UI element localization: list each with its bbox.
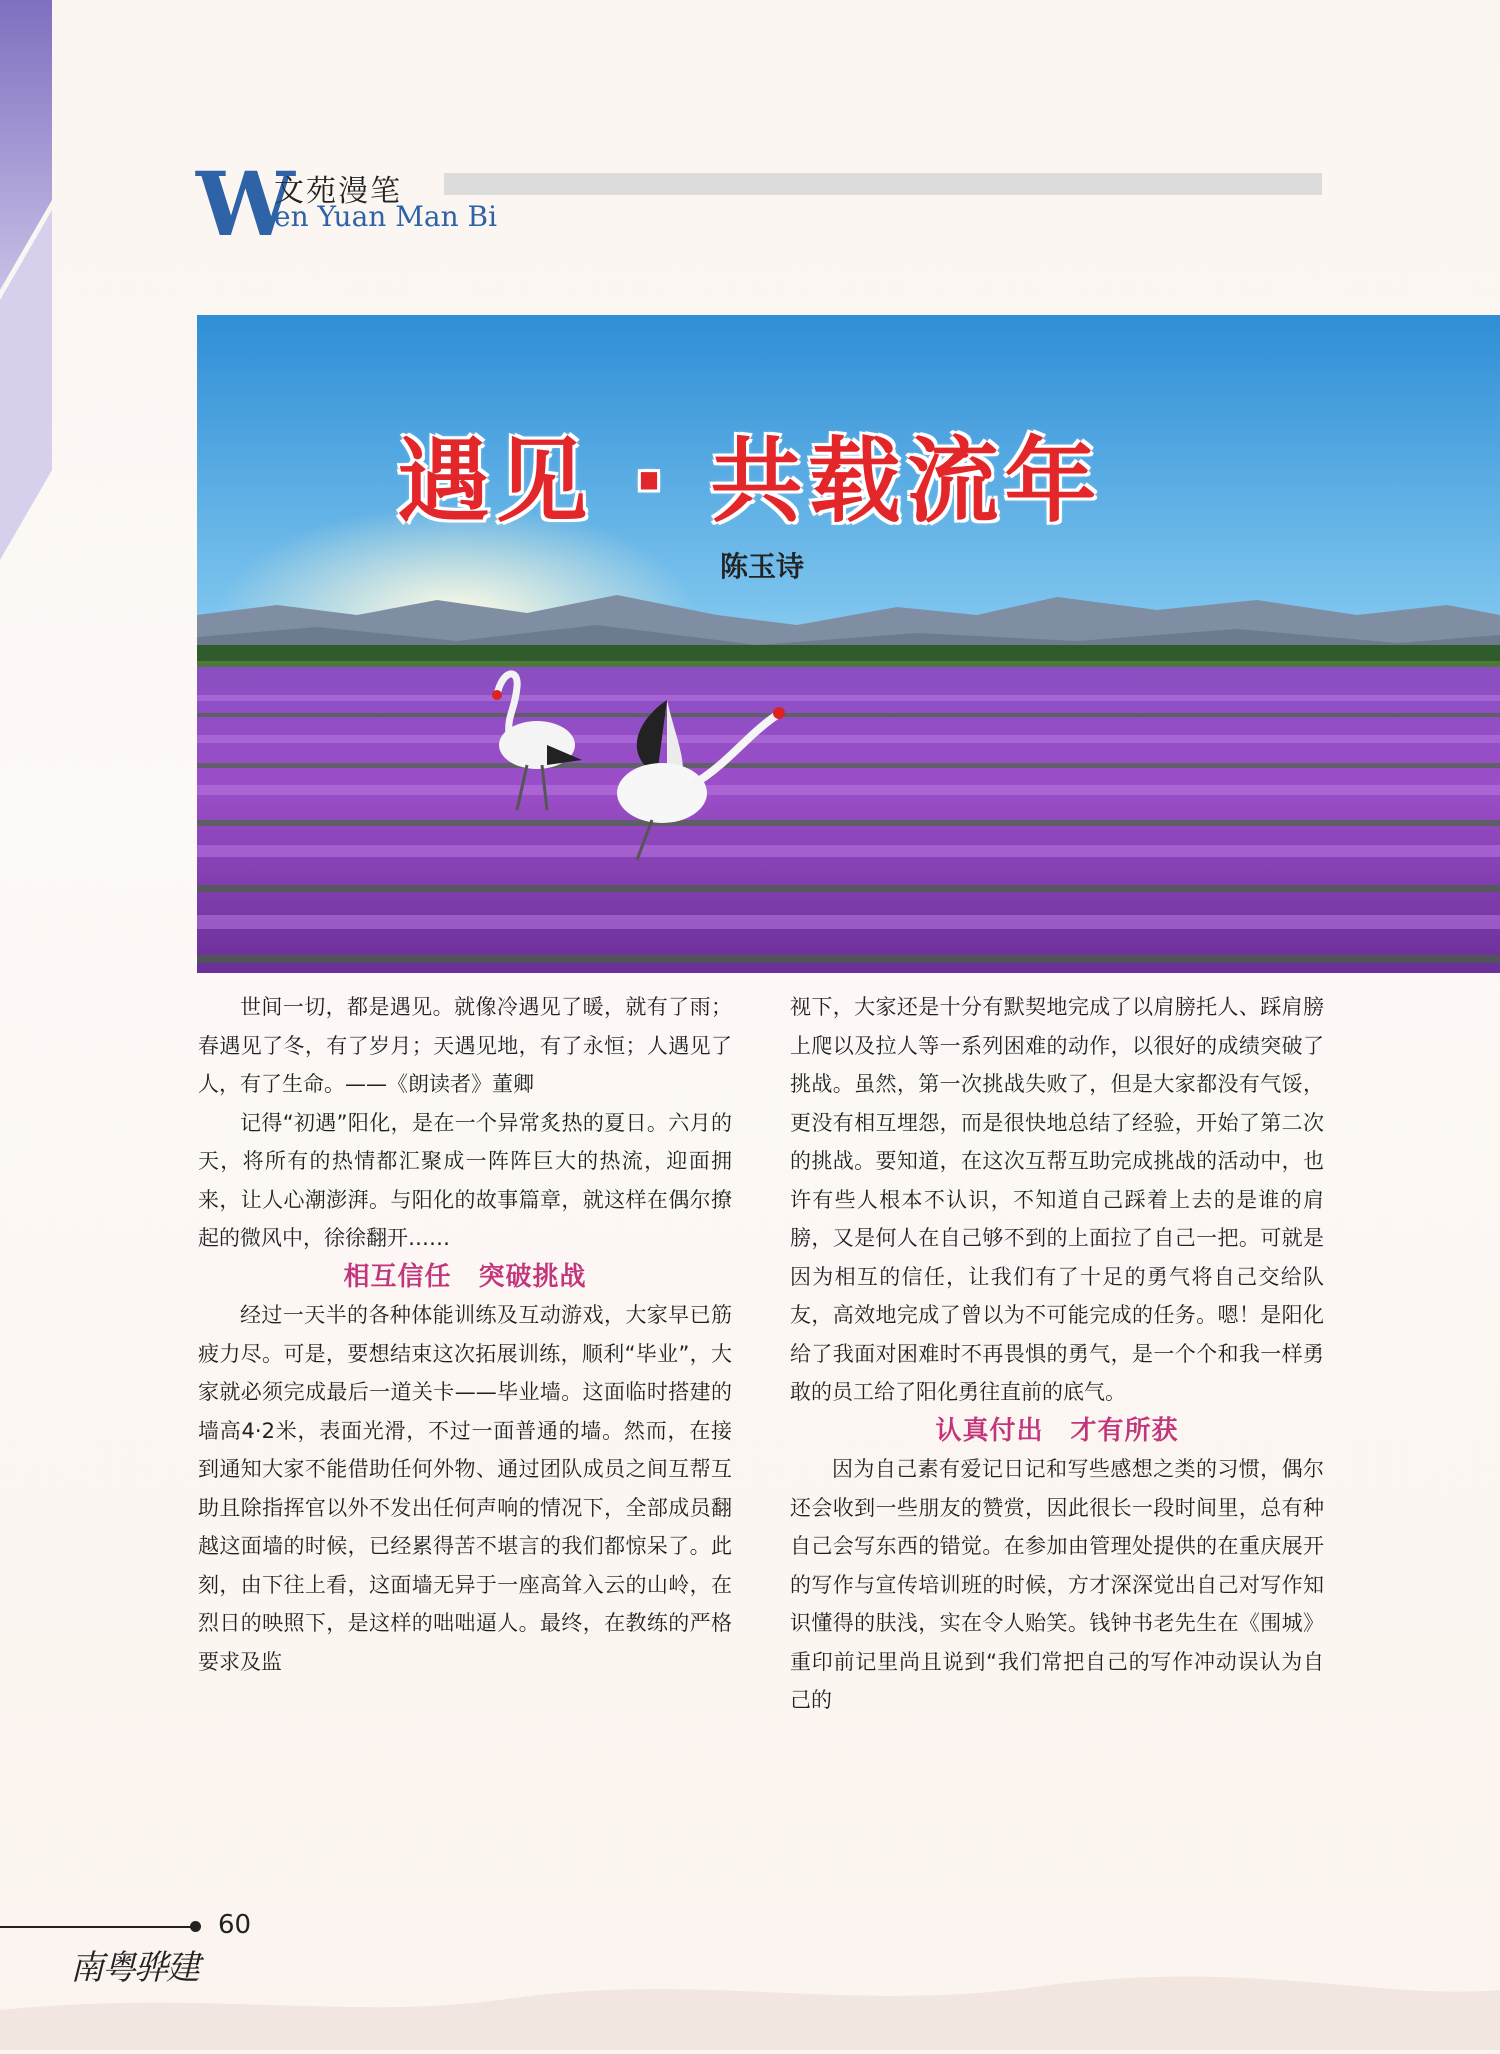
magazine-logo: 南粤骅建 (70, 1948, 198, 1988)
paragraph: 世间一切，都是遇见。就像冷遇见了暖，就有了雨；春遇见了冬，有了岁月；天遇见地，有了永恒；人遇见了人，有了生命。——《朗读者》董卿 (198, 995, 732, 1096)
side-decoration-band (0, 0, 52, 560)
paragraph: 经过一天半的各种体能训练及互动游戏，大家早已筋疲力尽。可是，要想结束这次拓展训练，顺利“毕业”，大家就必须完成最后一道关卡——毕业墙。这面临时搭建的墙高4·2米，表面光滑，不过一面普通的墙。然而，在接到通知大家不能借助任何外物、通过团队成员之间互帮互助且除指挥官以外不发出任何声响的情况下，全部成员翻越这面墙的时候，已经累得苦不堪言的我们都惊呆了。此刻，由下往上看，这面墙无异于一座高耸入云的山岭，在烈日的映照下，是这样的咄咄逼人。最终，在教练的严格要求及监 (198, 1303, 732, 1674)
article-author: 陈玉诗 (720, 550, 805, 583)
footer-rule (0, 1926, 196, 1928)
paragraph: 因为自己素有爱记日记和写些感想之类的习惯，偶尔还会收到一些朋友的赞赏，因此很长一段时间里，总有种自己会写东西的错觉。在参加由管理处提供的在重庆展开的写作与宣传培训班的时候，方才深深觉出自己对写作知识懂得的肤浅，实在令人贻笑。钱钟书老先生在《围城》重印前记里尚且说到“我们常把自己的写作冲动误认为自己的 (790, 1457, 1324, 1712)
paragraph: 记得“初遇”阳化，是在一个异常炙热的夏日。六月的天，将所有的热情都汇聚成一阵阵巨大的热流，迎面拥来，让人心潮澎湃。与阳化的故事篇章，就这样在偶尔撩起的微风中，徐徐翻开…… (198, 1110, 732, 1250)
bottom-decoration (0, 1930, 1500, 2050)
subheading: 认真付出 才有所获 (935, 1415, 1179, 1446)
section-header-bar (444, 173, 1322, 195)
subheading: 相互信任 突破挑战 (343, 1261, 587, 1292)
article-title: 遇见 · 共载流年 (397, 428, 1103, 535)
page-number: 60 (218, 1910, 252, 1940)
text-column-left (198, 988, 732, 1681)
section-title-cn: 文苑漫笔 (274, 174, 402, 209)
text-column-right (790, 988, 1324, 1720)
section-title-en: en Yuan Man Bi (274, 200, 498, 233)
paragraph: 视下，大家还是十分有默契地完成了以肩膀托人、踩肩膀上爬以及拉人等一系列困难的动作，以很好的成绩突破了挑战。虽然，第一次挑战失败了，但是大家都没有气馁，更没有相互埋怨，而是很快地总结了经验，开始了第二次的挑战。要知道，在这次互帮互助完成挑战的活动中，也许有些人根本不认识，不知道自己踩着上去的是谁的肩膀，又是何人在自己够不到的上面拉了自己一把。可就是因为相互的信任，让我们有了十足的勇气将自己交给队友，高效地完成了曾以为不可能完成的任务。嗯！是阳化给了我面对困难时不再畏惧的勇气，是一个个和我一样勇敢的员工给了阳化勇往直前的底气。 (790, 995, 1324, 1404)
section-initial: W (196, 152, 295, 256)
